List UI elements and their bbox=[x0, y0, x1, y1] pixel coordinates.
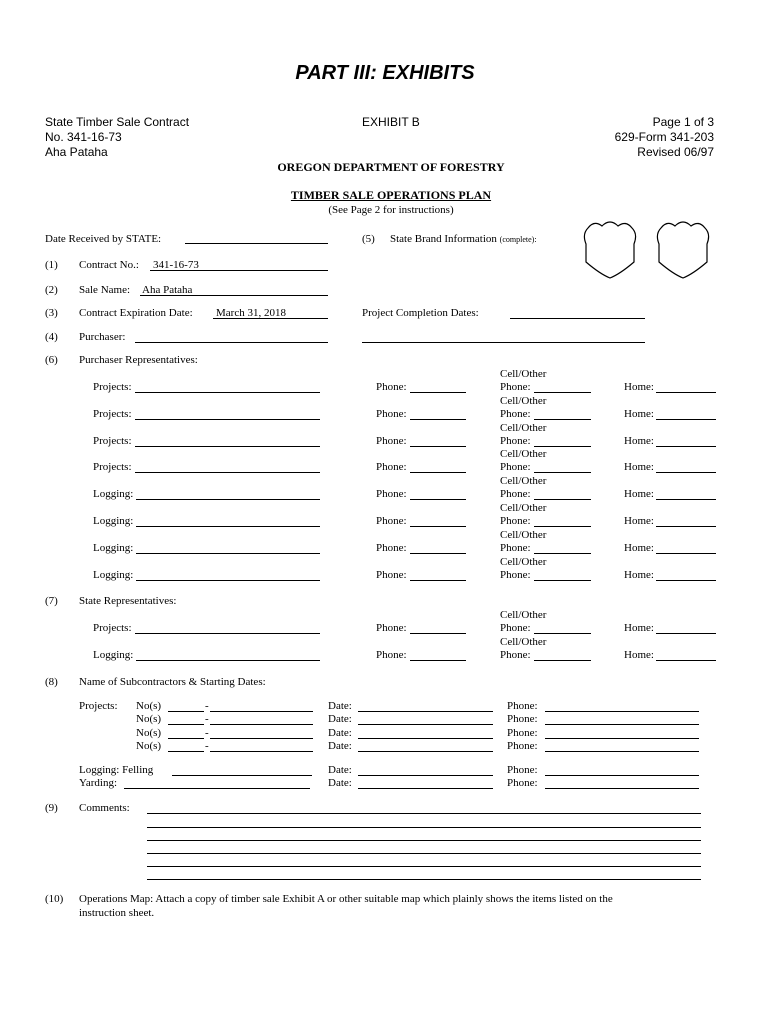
yarding-phone-label: Phone: bbox=[507, 777, 538, 789]
item-10-number: (10) bbox=[45, 893, 64, 905]
rep-role-label: Projects: bbox=[93, 434, 132, 447]
page-number: Page 1 of 3 bbox=[652, 115, 714, 129]
contract-no-label: Contract No.: bbox=[79, 259, 139, 271]
rep-cell-label: Cell/Other bbox=[500, 394, 547, 407]
sub-phone-field[interactable] bbox=[545, 724, 699, 725]
sub-phone-label: Phone: bbox=[507, 740, 538, 753]
sub-nos-label: No(s) bbox=[136, 740, 162, 753]
rep-cell-phone-label: Phone: bbox=[500, 541, 531, 554]
felling-date-label: Date: bbox=[328, 764, 352, 776]
sub-phone-field[interactable] bbox=[545, 738, 699, 739]
felling-date-field[interactable] bbox=[358, 775, 493, 776]
item-1-number: (1) bbox=[45, 259, 58, 271]
sub-name-field[interactable] bbox=[210, 711, 313, 712]
rep-home-field[interactable] bbox=[656, 580, 716, 581]
state-rep-cell-label: Cell/Other bbox=[500, 635, 547, 648]
rep-cell-phone-label: Phone: bbox=[500, 461, 531, 474]
item-9-number: (9) bbox=[45, 802, 58, 814]
rep-home-field[interactable] bbox=[656, 472, 716, 473]
item-8-number: (8) bbox=[45, 676, 58, 688]
item-2-number: (2) bbox=[45, 284, 58, 296]
rep-role-label: Logging: bbox=[93, 541, 134, 554]
sub-dash: - bbox=[205, 700, 209, 712]
state-rep-name-field[interactable] bbox=[136, 660, 320, 661]
rep-phone-label: Phone: bbox=[376, 488, 407, 501]
rep-cell-phone-label: Phone: bbox=[500, 515, 531, 527]
rep-phone-field[interactable] bbox=[410, 419, 466, 420]
sub-phone-field[interactable] bbox=[545, 711, 699, 712]
sale-name-header: Aha Pataha bbox=[45, 145, 108, 159]
yarding-field[interactable] bbox=[124, 788, 310, 789]
sub-date-label: Date: bbox=[328, 700, 352, 712]
brand-shield-icon[interactable] bbox=[580, 218, 640, 280]
rep-phone-field[interactable] bbox=[410, 580, 466, 581]
sub-dash: - bbox=[205, 740, 209, 753]
state-rep-cell-field[interactable] bbox=[534, 660, 591, 661]
rep-name-field[interactable] bbox=[135, 472, 320, 473]
state-rep-home-label: Home: bbox=[624, 622, 654, 634]
item-7-number: (7) bbox=[45, 595, 58, 607]
comments-line[interactable] bbox=[147, 866, 701, 867]
rep-cell-phone-label: Phone: bbox=[500, 434, 531, 447]
rep-role-label: Projects: bbox=[93, 461, 132, 474]
contract-number: No. 341-16-73 bbox=[45, 130, 122, 144]
sub-nos-label: No(s) bbox=[136, 713, 162, 726]
state-rep-home-label: Home: bbox=[624, 648, 654, 661]
rep-home-label: Home: bbox=[624, 488, 654, 501]
sub-nos-field[interactable] bbox=[168, 738, 204, 739]
rep-cell-phone-label: Phone: bbox=[500, 488, 531, 501]
reps-label: Purchaser Representatives: bbox=[79, 354, 198, 366]
rep-name-field[interactable] bbox=[135, 446, 320, 447]
state-rep-home-field[interactable] bbox=[656, 633, 716, 634]
completion-field-2[interactable] bbox=[362, 342, 645, 343]
state-rep-home-field[interactable] bbox=[656, 660, 716, 661]
map-instruction-line1: Operations Map: Attach a copy of timber sale Exhibit A or other suitable map which plainly shows the items listed on the bbox=[79, 893, 613, 905]
expiration-field[interactable] bbox=[213, 318, 328, 319]
rep-home-field[interactable] bbox=[656, 446, 716, 447]
rep-home-field[interactable] bbox=[656, 392, 716, 393]
rep-phone-field[interactable] bbox=[410, 446, 466, 447]
state-rep-phone-field[interactable] bbox=[410, 660, 466, 661]
rep-cell-label: Cell/Other bbox=[500, 368, 547, 380]
state-rep-role-label: Projects: bbox=[93, 622, 132, 634]
sub-name-field[interactable] bbox=[210, 751, 313, 752]
felling-phone-field[interactable] bbox=[545, 775, 699, 776]
purchaser-field[interactable] bbox=[135, 342, 328, 343]
state-rep-cell-field[interactable] bbox=[534, 633, 591, 634]
department-name: OREGON DEPARTMENT OF FORESTRY bbox=[277, 160, 505, 174]
rep-home-label: Home: bbox=[624, 434, 654, 447]
rep-home-label: Home: bbox=[624, 568, 654, 581]
rep-cell-field[interactable] bbox=[534, 419, 591, 420]
brand-note: (complete): bbox=[499, 235, 537, 244]
rep-phone-label: Phone: bbox=[376, 541, 407, 554]
rep-phone-field[interactable] bbox=[410, 526, 466, 527]
rep-role-label: Logging: bbox=[93, 515, 134, 527]
sub-nos-label: No(s) bbox=[136, 700, 162, 712]
comments-line[interactable] bbox=[147, 879, 701, 880]
felling-label: Logging: Felling bbox=[79, 764, 154, 776]
plan-subtitle: (See Page 2 for instructions) bbox=[328, 204, 454, 216]
sub-date-field[interactable] bbox=[358, 711, 493, 712]
comments-line[interactable] bbox=[147, 813, 701, 814]
sub-date-label: Date: bbox=[328, 726, 352, 739]
yarding-phone-field[interactable] bbox=[545, 788, 699, 789]
rep-role-label: Logging: bbox=[93, 488, 134, 501]
rep-home-label: Home: bbox=[624, 515, 654, 527]
item-3-number: (3) bbox=[45, 307, 58, 319]
rep-phone-field[interactable] bbox=[410, 499, 466, 500]
brand-number: (5) bbox=[362, 233, 375, 245]
sub-nos-field[interactable] bbox=[168, 751, 204, 752]
comments-line[interactable] bbox=[147, 827, 701, 828]
rep-name-field[interactable] bbox=[135, 419, 320, 420]
state-reps-label: State Representatives: bbox=[79, 595, 177, 607]
rep-role-label: Logging: bbox=[93, 568, 134, 581]
rep-cell-field[interactable] bbox=[534, 446, 591, 447]
brand-label-text: State Brand Information bbox=[390, 233, 497, 245]
yarding-date-label: Date: bbox=[328, 777, 352, 789]
rep-cell-label: Cell/Other bbox=[500, 475, 547, 488]
sub-date-label: Date: bbox=[328, 713, 352, 726]
rep-cell-field[interactable] bbox=[534, 526, 591, 527]
form-number: 629-Form 341-203 bbox=[614, 130, 714, 144]
rep-cell-phone-label: Phone: bbox=[500, 407, 531, 420]
state-rep-phone-label: Phone: bbox=[376, 648, 407, 661]
sub-dash: - bbox=[205, 713, 209, 726]
expiration-value: March 31, 2018 bbox=[216, 307, 286, 319]
rep-cell-phone-label: Phone: bbox=[500, 381, 531, 393]
completion-field-1[interactable] bbox=[510, 318, 645, 319]
rep-phone-label: Phone: bbox=[376, 434, 407, 447]
rep-name-field[interactable] bbox=[136, 553, 320, 554]
purchaser-label: Purchaser: bbox=[79, 331, 126, 343]
state-rep-phone-field[interactable] bbox=[410, 633, 466, 634]
rep-cell-label: Cell/Other bbox=[500, 448, 547, 461]
item-6-number: (6) bbox=[45, 354, 58, 366]
sale-name-value: Aha Pataha bbox=[142, 284, 193, 296]
sub-nos-field[interactable] bbox=[168, 724, 204, 725]
item-4-number: (4) bbox=[45, 331, 58, 343]
rep-phone-label: Phone: bbox=[376, 461, 407, 474]
rep-phone-label: Phone: bbox=[376, 381, 407, 393]
rep-cell-label: Cell/Other bbox=[500, 555, 547, 568]
rep-home-field[interactable] bbox=[656, 419, 716, 420]
rep-cell-field[interactable] bbox=[534, 472, 591, 473]
completion-label: Project Completion Dates: bbox=[362, 307, 479, 319]
exhibit-label: EXHIBIT B bbox=[362, 115, 420, 129]
rep-cell-label: Cell/Other bbox=[500, 528, 547, 541]
brand-shield-icon[interactable] bbox=[653, 218, 713, 280]
revision: Revised 06/97 bbox=[637, 145, 714, 159]
sub-phone-label: Phone: bbox=[507, 726, 538, 739]
rep-cell-field[interactable] bbox=[534, 499, 591, 500]
rep-home-label: Home: bbox=[624, 541, 654, 554]
state-rep-role-label: Logging: bbox=[93, 648, 134, 661]
state-rep-cell-phone-label: Phone: bbox=[500, 622, 531, 634]
rep-home-label: Home: bbox=[624, 381, 654, 393]
rep-name-field[interactable] bbox=[136, 580, 320, 581]
yarding-label: Yarding: bbox=[79, 777, 118, 789]
rep-home-label: Home: bbox=[624, 407, 654, 420]
rep-cell-field[interactable] bbox=[534, 392, 591, 393]
sub-date-field[interactable] bbox=[358, 724, 493, 725]
felling-field[interactable] bbox=[172, 775, 312, 776]
state-rep-phone-label: Phone: bbox=[376, 622, 407, 634]
rep-phone-label: Phone: bbox=[376, 407, 407, 420]
subs-label: Name of Subcontractors & Starting Dates: bbox=[79, 676, 266, 688]
felling-phone-label: Phone: bbox=[507, 764, 538, 776]
rep-phone-label: Phone: bbox=[376, 568, 407, 581]
comments-line[interactable] bbox=[147, 853, 701, 854]
contract-no-value: 341-16-73 bbox=[153, 259, 199, 271]
sub-name-field[interactable] bbox=[210, 724, 313, 725]
rep-cell-field[interactable] bbox=[534, 580, 591, 581]
expiration-label: Contract Expiration Date: bbox=[79, 307, 193, 319]
sub-date-label: Date: bbox=[328, 740, 352, 753]
sub-nos-field[interactable] bbox=[168, 711, 204, 712]
comments-label: Comments: bbox=[79, 802, 130, 814]
form-info bbox=[615, 115, 714, 160]
rep-role-label: Projects: bbox=[93, 381, 132, 393]
rep-phone-label: Phone: bbox=[376, 515, 407, 527]
state-rep-name-field[interactable] bbox=[135, 633, 320, 634]
date-received-field[interactable] bbox=[185, 243, 328, 244]
rep-role-label: Projects: bbox=[93, 407, 132, 420]
rep-phone-field[interactable] bbox=[410, 392, 466, 393]
sub-nos-label: No(s) bbox=[136, 726, 162, 739]
sale-name-field[interactable] bbox=[140, 295, 328, 296]
rep-cell-phone-label: Phone: bbox=[500, 568, 531, 581]
yarding-date-field[interactable] bbox=[358, 788, 493, 789]
contract-no-field[interactable] bbox=[150, 270, 328, 271]
sub-name-field[interactable] bbox=[210, 738, 313, 739]
rep-name-field[interactable] bbox=[136, 499, 320, 500]
sub-phone-label: Phone: bbox=[507, 700, 538, 712]
rep-name-field[interactable] bbox=[136, 526, 320, 527]
contract-type: State Timber Sale Contract bbox=[45, 115, 190, 129]
rep-home-field[interactable] bbox=[656, 553, 716, 554]
brand-label bbox=[390, 233, 537, 246]
rep-name-field[interactable] bbox=[135, 392, 320, 393]
sub-phone-label: Phone: bbox=[507, 713, 538, 726]
rep-home-field[interactable] bbox=[656, 526, 716, 527]
contract-info bbox=[45, 115, 189, 160]
subs-projects-label: Projects: bbox=[79, 700, 118, 712]
sale-name-label: Sale Name: bbox=[79, 284, 131, 296]
sub-date-field[interactable] bbox=[358, 738, 493, 739]
map-instruction-line2: instruction sheet. bbox=[79, 907, 155, 919]
sub-phone-field[interactable] bbox=[545, 751, 699, 752]
rep-cell-label: Cell/Other bbox=[500, 502, 547, 514]
page-title: PART III: EXHIBITS bbox=[295, 62, 475, 84]
date-received-label: Date Received by STATE: bbox=[45, 233, 162, 245]
rep-home-label: Home: bbox=[624, 461, 654, 474]
sub-date-field[interactable] bbox=[358, 751, 493, 752]
plan-title: TIMBER SALE OPERATIONS PLAN bbox=[290, 188, 492, 202]
state-rep-cell-label: Cell/Other bbox=[500, 609, 547, 621]
rep-phone-field[interactable] bbox=[410, 553, 466, 554]
comments-line[interactable] bbox=[147, 840, 701, 841]
sub-dash: - bbox=[205, 726, 209, 739]
rep-cell-label: Cell/Other bbox=[500, 421, 547, 434]
rep-home-field[interactable] bbox=[656, 499, 716, 500]
state-rep-cell-phone-label: Phone: bbox=[500, 648, 531, 661]
rep-phone-field[interactable] bbox=[410, 472, 466, 473]
rep-cell-field[interactable] bbox=[534, 553, 591, 554]
